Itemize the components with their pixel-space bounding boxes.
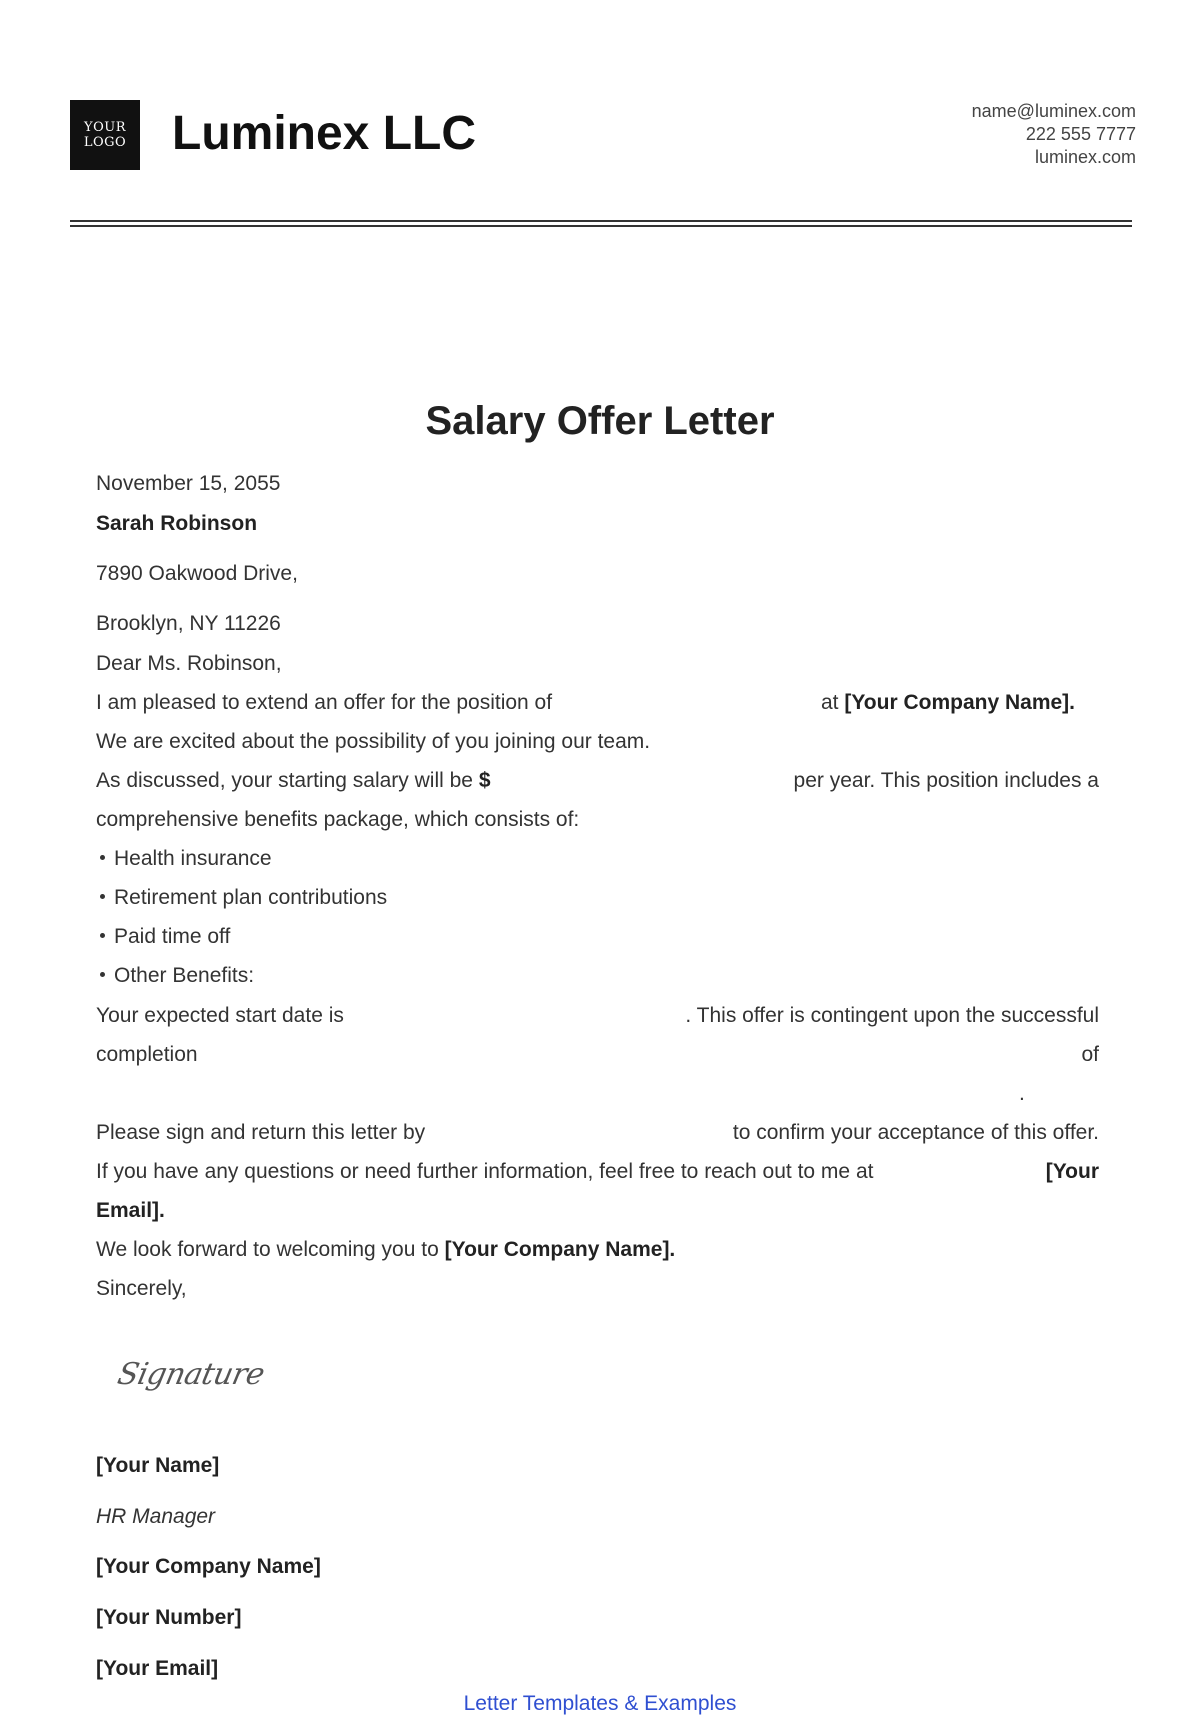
paragraph-welcome (96, 1236, 1099, 1264)
recipient-name: Sarah Robinson (96, 512, 258, 535)
signer-number: [Your Number] (96, 1606, 242, 1629)
letter-date: November 15, 2055 (96, 472, 281, 495)
start-text-2: . This offer is contingent upon the successful (685, 1004, 1099, 1027)
salutation: Dear Ms. Robinson, (96, 652, 282, 675)
contact-website: luminex.com (1034, 147, 1136, 167)
recipient-address-line-1: 7890 Oakwood Drive, (96, 562, 298, 585)
welcome-text: We look forward to welcoming you to (96, 1238, 439, 1261)
paragraph-questions-line-2: Email]. (96, 1199, 165, 1222)
list-item (100, 884, 387, 923)
signer-company: [Your Company Name] (96, 1555, 321, 1578)
company-logo (70, 100, 140, 170)
list-item (100, 845, 387, 884)
questions-email-a: [Your (1045, 1160, 1099, 1183)
paragraph-start-line-2 (96, 1041, 1099, 1069)
questions-text: If you have any questions or need further information, feel free to reach out to me at (96, 1160, 874, 1183)
benefit-label: Paid time off (114, 925, 231, 948)
company-name: Luminex LLC (172, 107, 477, 160)
bullet-icon (100, 855, 105, 860)
footer-link[interactable]: Letter Templates & Examples (463, 1692, 737, 1715)
welcome-company: [Your Company Name]. (444, 1238, 676, 1261)
salary-text: As discussed, your starting salary will be (96, 769, 473, 792)
of-text: of (1081, 1043, 1099, 1066)
bullet-icon (100, 972, 105, 977)
start-text: Your expected start date is (96, 1004, 344, 1027)
paragraph-salary-line-2: comprehensive benefits package, which consists of: (96, 808, 580, 831)
contact-block (972, 100, 1136, 169)
list-item (100, 962, 387, 1001)
position-at: at (821, 691, 839, 714)
period-text: . (1019, 1082, 1025, 1105)
paragraph-questions-line-1 (96, 1158, 1099, 1186)
bullet-icon (100, 933, 105, 938)
completion-text: completion (96, 1043, 198, 1066)
position-company-text (821, 689, 1075, 717)
return-text: Please sign and return this letter by (96, 1121, 426, 1144)
signer-name: [Your Name] (96, 1454, 220, 1477)
logo-line-1: YOUR (84, 120, 126, 135)
benefit-label: Health insurance (114, 847, 272, 870)
paragraph-salary-line-1 (96, 767, 1099, 795)
letterhead (70, 100, 1136, 172)
position-text: I am pleased to extend an offer for the position of (96, 691, 553, 714)
header-divider-top (70, 220, 1132, 222)
bullet-icon (100, 894, 105, 899)
paragraph-start-line-1 (96, 1002, 1099, 1030)
contact-phone: 222 555 7777 (1025, 124, 1136, 144)
benefit-label: Other Benefits: (114, 964, 255, 987)
closing: Sincerely, (96, 1277, 187, 1300)
paragraph-position-line-1 (96, 689, 1099, 717)
salary-dollar: $ (478, 769, 491, 792)
paragraph-return (96, 1119, 1099, 1147)
benefits-list (100, 845, 387, 1001)
salary-text-2: per year. This position includes a (793, 769, 1099, 792)
recipient-address-line-2: Brooklyn, NY 11226 (96, 612, 281, 635)
return-text-2: to confirm your acceptance of this offer. (732, 1121, 1099, 1144)
logo-line-2: LOGO (83, 135, 127, 150)
benefit-label: Retirement plan contributions (114, 886, 388, 909)
position-company: [Your Company Name]. (844, 691, 1076, 714)
list-item (100, 923, 387, 962)
page-title: Salary Offer Letter (425, 399, 775, 443)
contact-email: name@luminex.com (971, 101, 1136, 121)
signature: Signature (114, 1357, 268, 1392)
signer-email: [Your Email] (96, 1657, 219, 1680)
paragraph-position-line-2: We are excited about the possibility of you joining our team. (96, 730, 651, 753)
header-divider-bottom (70, 225, 1132, 227)
signer-role: HR Manager (96, 1505, 216, 1528)
